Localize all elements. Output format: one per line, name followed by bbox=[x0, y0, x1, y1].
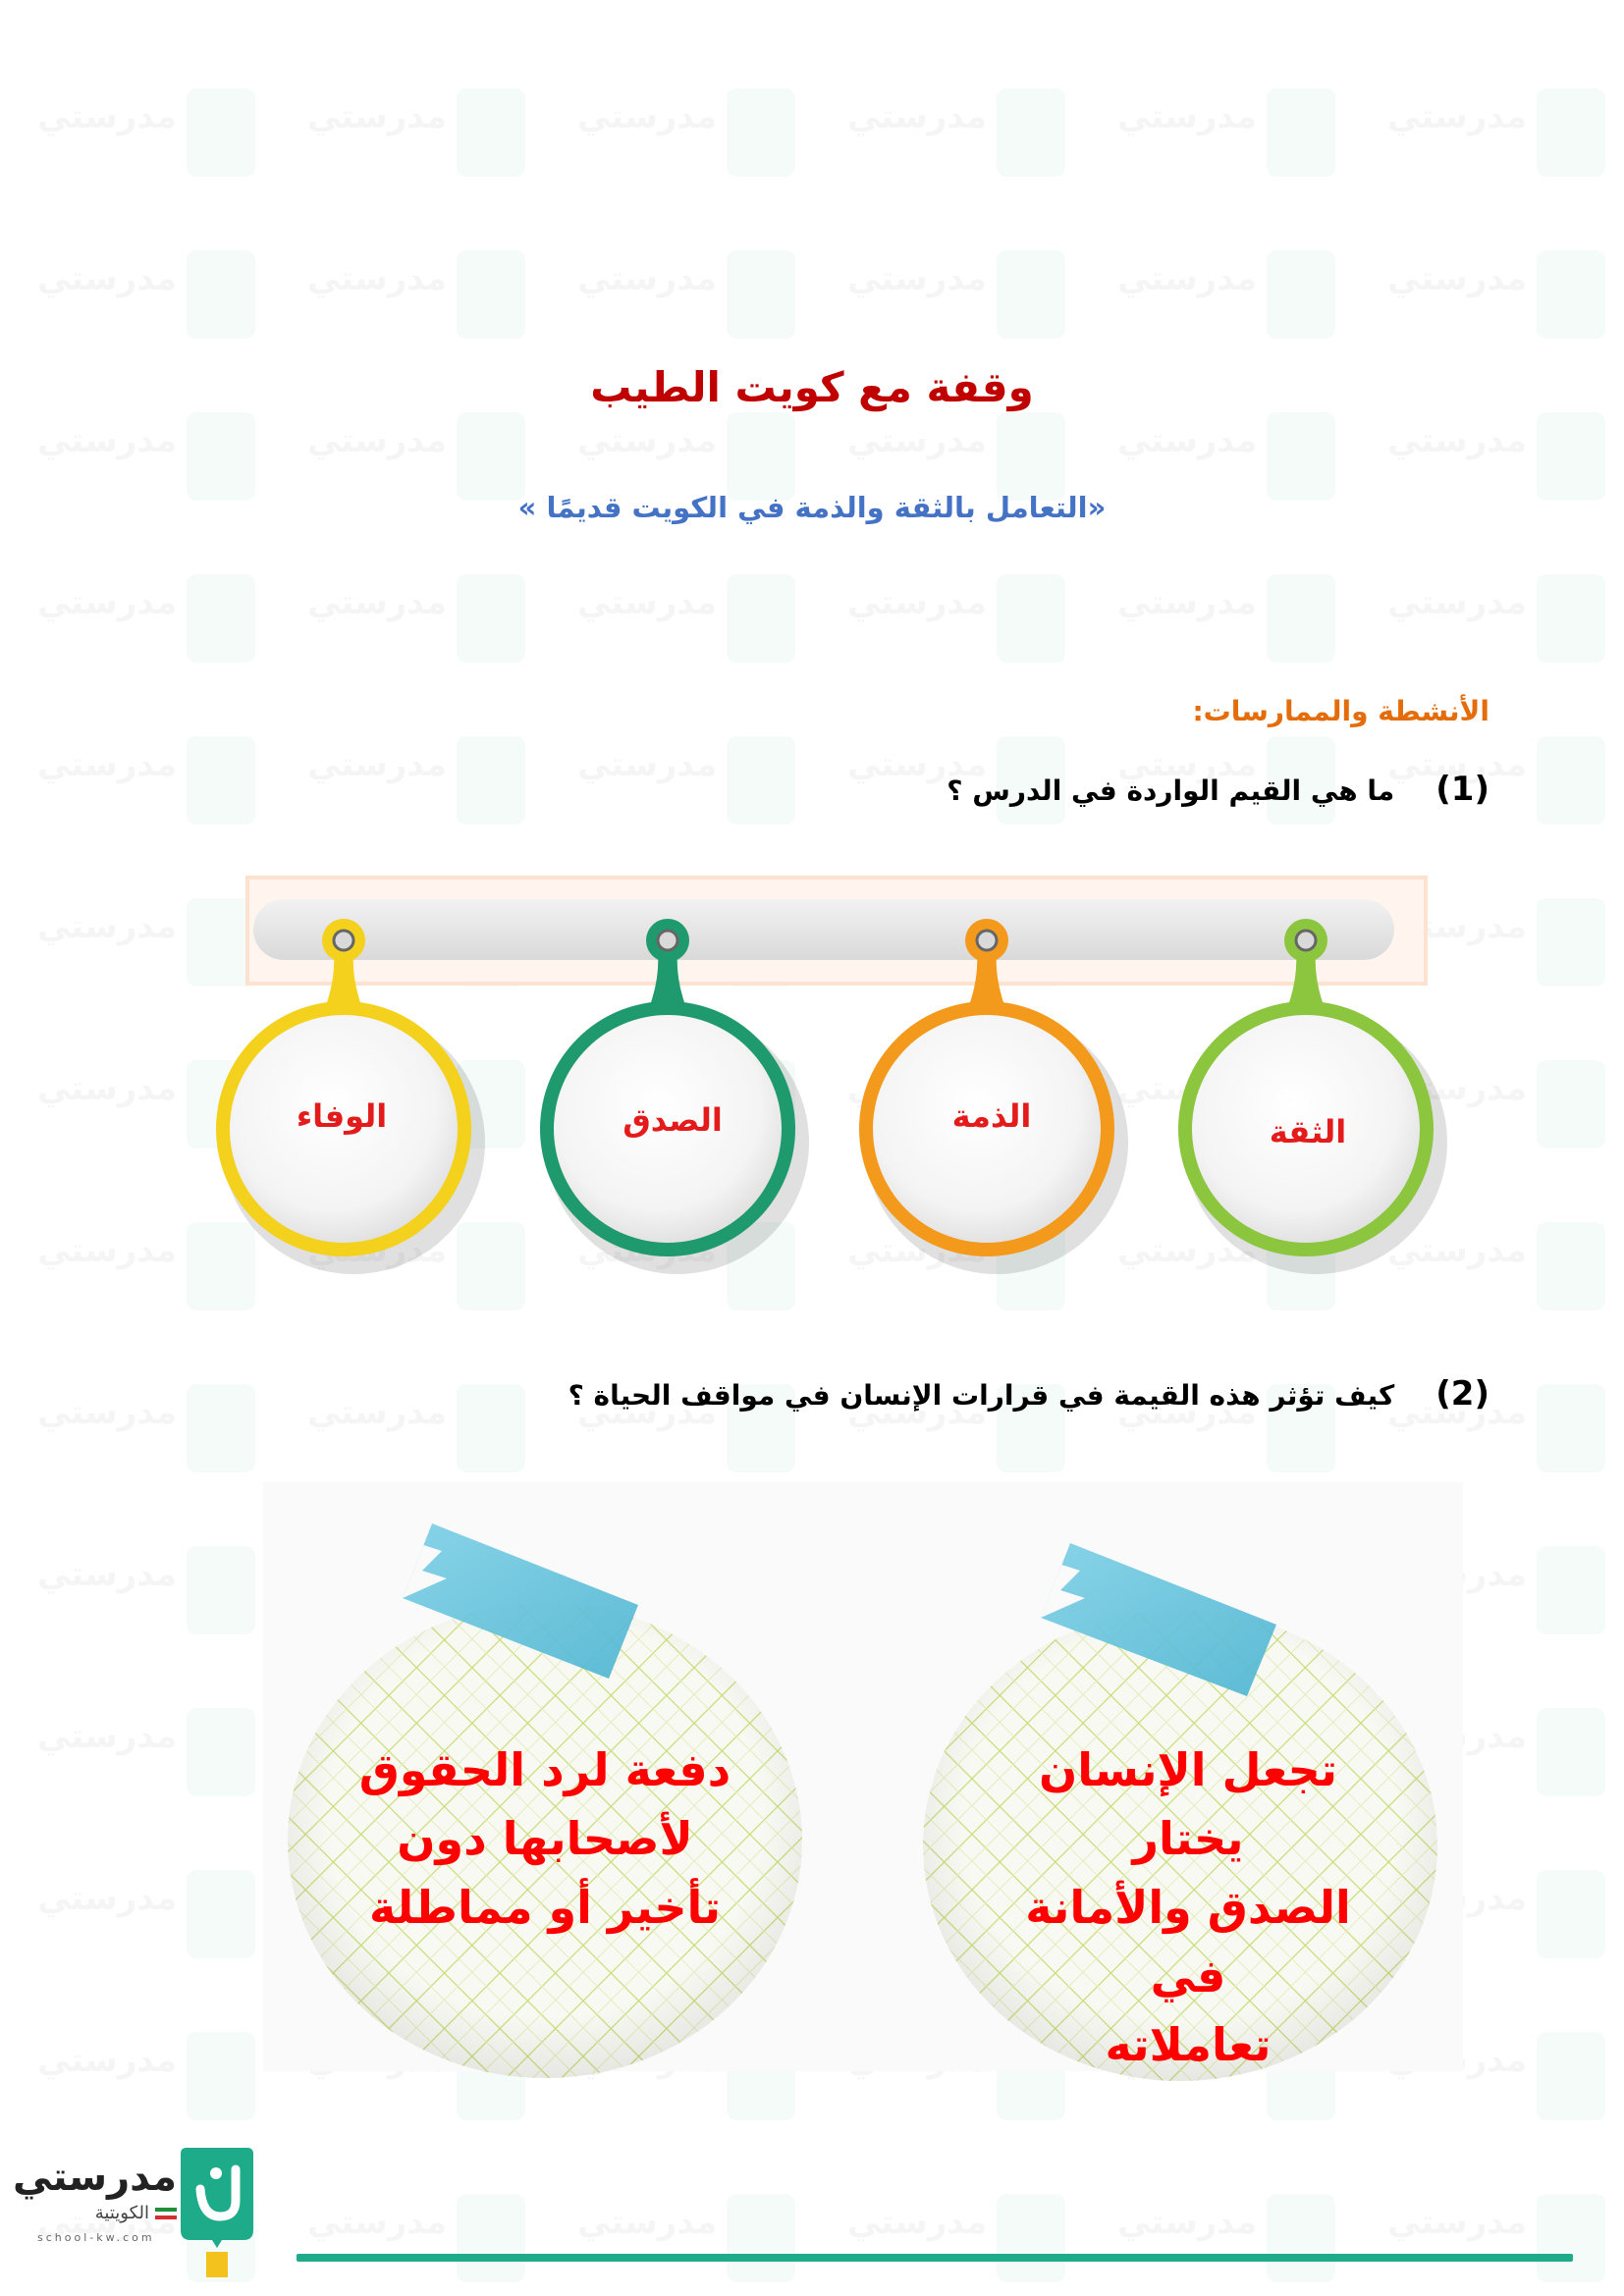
values-diagram bbox=[0, 864, 1624, 1315]
footer-divider bbox=[297, 2254, 1573, 2262]
svg-text:مدرستي bbox=[1117, 97, 1257, 136]
kuwait-flag-icon bbox=[155, 2208, 177, 2219]
value-label-integrity: الذمة bbox=[951, 1097, 1032, 1135]
logo-url: school-kw.com bbox=[37, 2231, 155, 2244]
answer-right-line-1: تجعل الإنسان يختار bbox=[1038, 1743, 1338, 1865]
hanger-bar bbox=[253, 899, 1394, 960]
svg-text:مدرستي bbox=[1117, 259, 1257, 298]
svg-text:مدرستي bbox=[577, 421, 717, 460]
svg-text:مدرستي bbox=[37, 421, 177, 460]
svg-text:مدرستي bbox=[307, 2203, 447, 2242]
svg-text:مدرستي bbox=[847, 421, 987, 460]
svg-text:مدرستي bbox=[307, 745, 447, 784]
svg-text:مدرستي bbox=[847, 259, 987, 298]
svg-text:مدرستي bbox=[37, 583, 177, 622]
svg-text:مدرستي bbox=[577, 583, 717, 622]
value-label-honesty: الصدق bbox=[623, 1101, 723, 1139]
svg-text:مدرستي bbox=[577, 259, 717, 298]
answer-right-line-3: تعاملاته bbox=[1105, 2018, 1272, 2071]
logo-subtitle: الكويتية bbox=[29, 2203, 177, 2223]
page-subtitle: «التعامل بالثقة والذمة في الكويت قديمًا » bbox=[517, 491, 1107, 524]
answer-left-line-3: تأخير أو مماطلة bbox=[368, 1881, 722, 1934]
question-2 bbox=[568, 1374, 1489, 1414]
svg-text:مدرستي bbox=[847, 2203, 987, 2242]
value-label-trust: الثقة bbox=[1269, 1113, 1347, 1150]
activities-heading: الأنشطة والممارسات: bbox=[1192, 695, 1489, 727]
svg-text:مدرستي bbox=[1117, 421, 1257, 460]
logo-badge-icon bbox=[177, 2146, 257, 2293]
site-logo[interactable] bbox=[12, 2146, 285, 2293]
svg-text:مدرستي bbox=[1387, 2203, 1527, 2242]
answer-note-right bbox=[982, 1735, 1394, 2079]
svg-text:مدرستي bbox=[577, 745, 717, 784]
answer-left-line-1: دفعة لرد الحقوق bbox=[358, 1743, 731, 1796]
page-title: وقفة مع كويت الطيب bbox=[590, 363, 1034, 411]
logo-text bbox=[12, 2154, 177, 2244]
svg-text:مدرستي bbox=[37, 745, 177, 784]
svg-text:مدرستي bbox=[37, 97, 177, 136]
svg-text:مدرستي bbox=[1387, 421, 1527, 460]
svg-text:مدرستي bbox=[1387, 97, 1527, 136]
svg-text:مدرستي bbox=[307, 421, 447, 460]
svg-text:مدرستي bbox=[307, 583, 447, 622]
svg-text:مدرستي bbox=[1117, 583, 1257, 622]
value-label-loyalty: الوفاء bbox=[296, 1097, 388, 1135]
svg-text:مدرستي bbox=[577, 2203, 717, 2242]
logo-name: مدرستي bbox=[12, 2155, 177, 2200]
svg-text:مدرستي bbox=[307, 259, 447, 298]
question-1-text: ما هي القيم الواردة في الدرس ؟ bbox=[947, 774, 1395, 807]
svg-text:مدرستي bbox=[1387, 259, 1527, 298]
svg-text:مدرستي bbox=[37, 259, 177, 298]
svg-text:مدرستي bbox=[37, 1393, 177, 1432]
answer-note-left bbox=[339, 1735, 751, 1942]
svg-text:مدرستي bbox=[577, 97, 717, 136]
svg-text:مدرستي bbox=[1387, 583, 1527, 622]
svg-text:مدرستي bbox=[1117, 2203, 1257, 2242]
svg-text:مدرستي bbox=[847, 97, 987, 136]
svg-text:مدرستي bbox=[847, 583, 987, 622]
question-2-number: (2) bbox=[1435, 1374, 1489, 1414]
answer-right-line-2: الصدق والأمانة في bbox=[1025, 1881, 1351, 2002]
question-2-text: كيف تؤثر هذه القيمة في قرارات الإنسان في مواقف الحياة ؟ bbox=[568, 1379, 1395, 1412]
svg-text:مدرستي bbox=[307, 1393, 447, 1432]
svg-text:مدرستي bbox=[307, 97, 447, 136]
question-1 bbox=[947, 770, 1489, 809]
answer-left-line-2: لأصحابها دون bbox=[397, 1812, 693, 1865]
question-1-number: (1) bbox=[1435, 770, 1489, 809]
